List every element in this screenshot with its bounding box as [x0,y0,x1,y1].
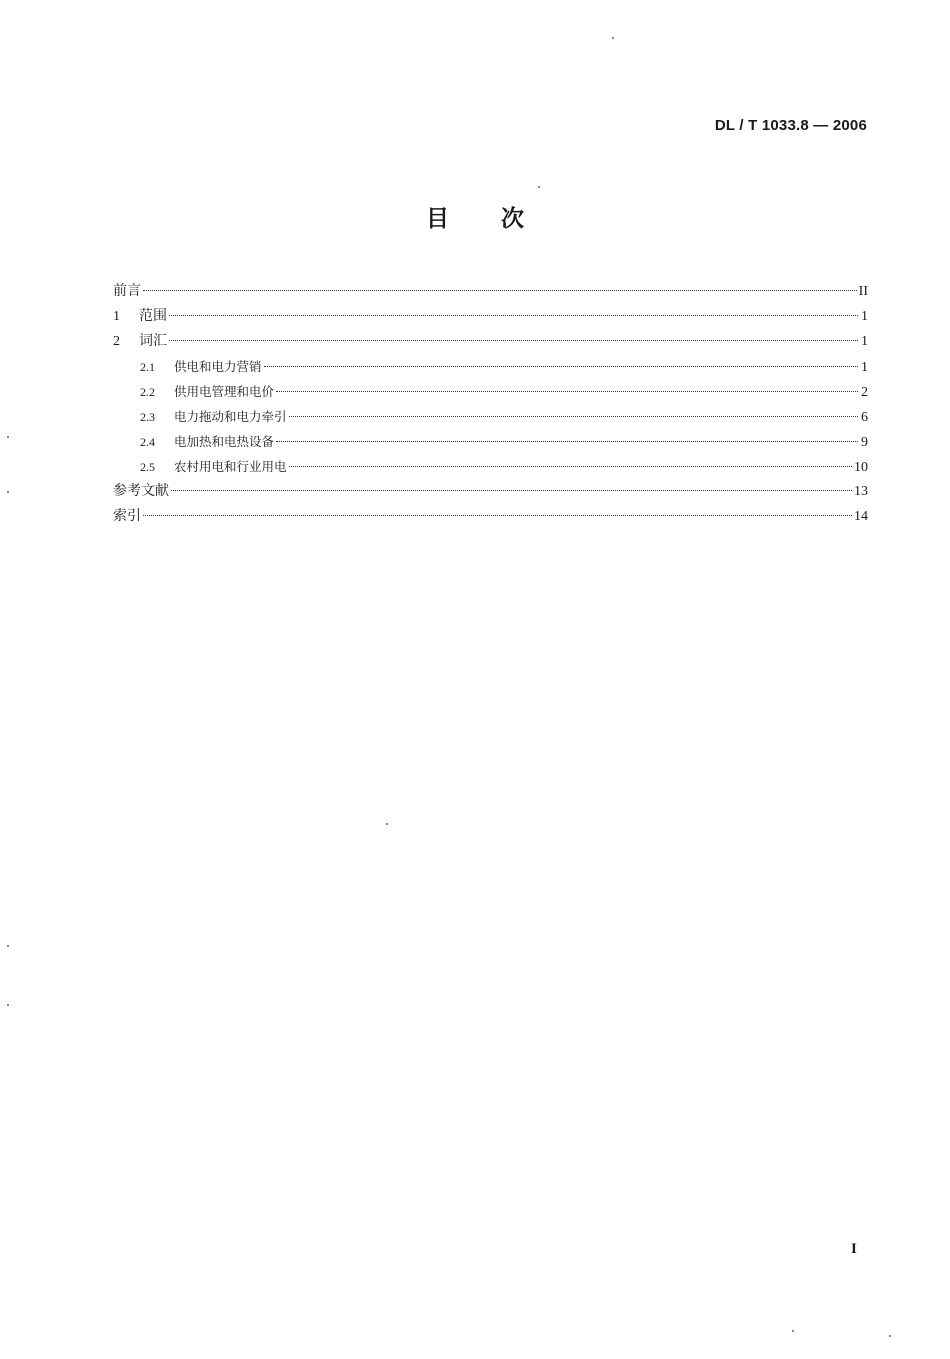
toc-entry-label: 供电和电力营销 [174,359,262,374]
toc-leader [289,416,858,417]
toc-entry-page: 14 [854,509,868,524]
toc-entry-label: 参考文献 [113,483,169,499]
scan-speck [386,823,388,825]
toc-entry-label: 范围 [139,308,167,324]
toc-leader [169,315,858,316]
toc-leader [169,340,858,341]
page-number: I [851,1241,857,1257]
toc-entry-number: 2.3 [140,410,155,424]
toc-entry-page: 2 [861,385,868,400]
scan-speck [538,186,540,188]
toc-entry-page: 13 [854,484,868,499]
toc-entry-number: 2.2 [140,385,155,399]
toc-entry-label: 电加热和电热设备 [174,434,275,449]
scan-speck [7,1004,9,1006]
toc-leader [171,490,852,491]
toc-entry-number: 2 [113,334,120,349]
toc-entry-2-3[interactable] [113,404,868,429]
toc-entry-vocabulary[interactable] [113,329,868,354]
scan-speck [889,1335,891,1337]
toc-entry-2-4[interactable] [113,429,868,454]
toc-entry-label: 供用电管理和电价 [174,384,275,399]
standard-code: DL / T 1033.8 — 2006 [714,117,867,134]
toc-title-char-1: 目 [426,206,449,232]
toc-entry-2-5[interactable] [113,454,868,479]
toc-entry-label: 前言 [113,283,141,299]
toc-entry-label: 词汇 [139,333,167,349]
toc-entry-index[interactable] [113,504,868,529]
toc-entry-2-2[interactable] [113,379,868,404]
toc-title [0,200,950,233]
toc-entry-preface[interactable] [113,279,868,304]
toc-entry-2-1[interactable] [113,354,868,379]
toc-entry-references[interactable] [113,479,868,504]
toc-entry-number: 1 [113,309,120,324]
toc-leader [276,441,858,442]
scan-speck [7,491,9,493]
toc-entry-label: 索引 [113,508,141,524]
scan-speck [7,945,9,947]
toc-entry-page: 1 [861,360,868,375]
toc-leader [143,515,852,516]
toc-entry-number: 2.4 [140,435,155,449]
toc-title-char-2: 次 [501,206,524,232]
toc-entry-number: 2.1 [140,360,155,374]
scan-speck [612,37,614,39]
toc-leader [289,466,852,467]
toc-leader [143,290,857,291]
toc-leader [276,391,858,392]
scan-speck [792,1330,794,1332]
toc-entry-label: 农村用电和行业用电 [174,459,287,474]
toc-entry-page: II [858,284,868,299]
toc-entry-page: 1 [861,334,868,349]
toc-entry-page: 1 [861,309,868,324]
toc-entry-page: 9 [861,435,868,450]
toc-entry-page: 6 [861,410,868,425]
toc-entry-label: 电力拖动和电力牵引 [174,409,287,424]
toc-entry-page: 10 [854,460,868,475]
toc-entry-scope[interactable] [113,304,868,329]
scan-speck [7,436,9,438]
toc-entry-number: 2.5 [140,460,155,474]
table-of-contents [113,279,868,529]
toc-leader [264,366,858,367]
